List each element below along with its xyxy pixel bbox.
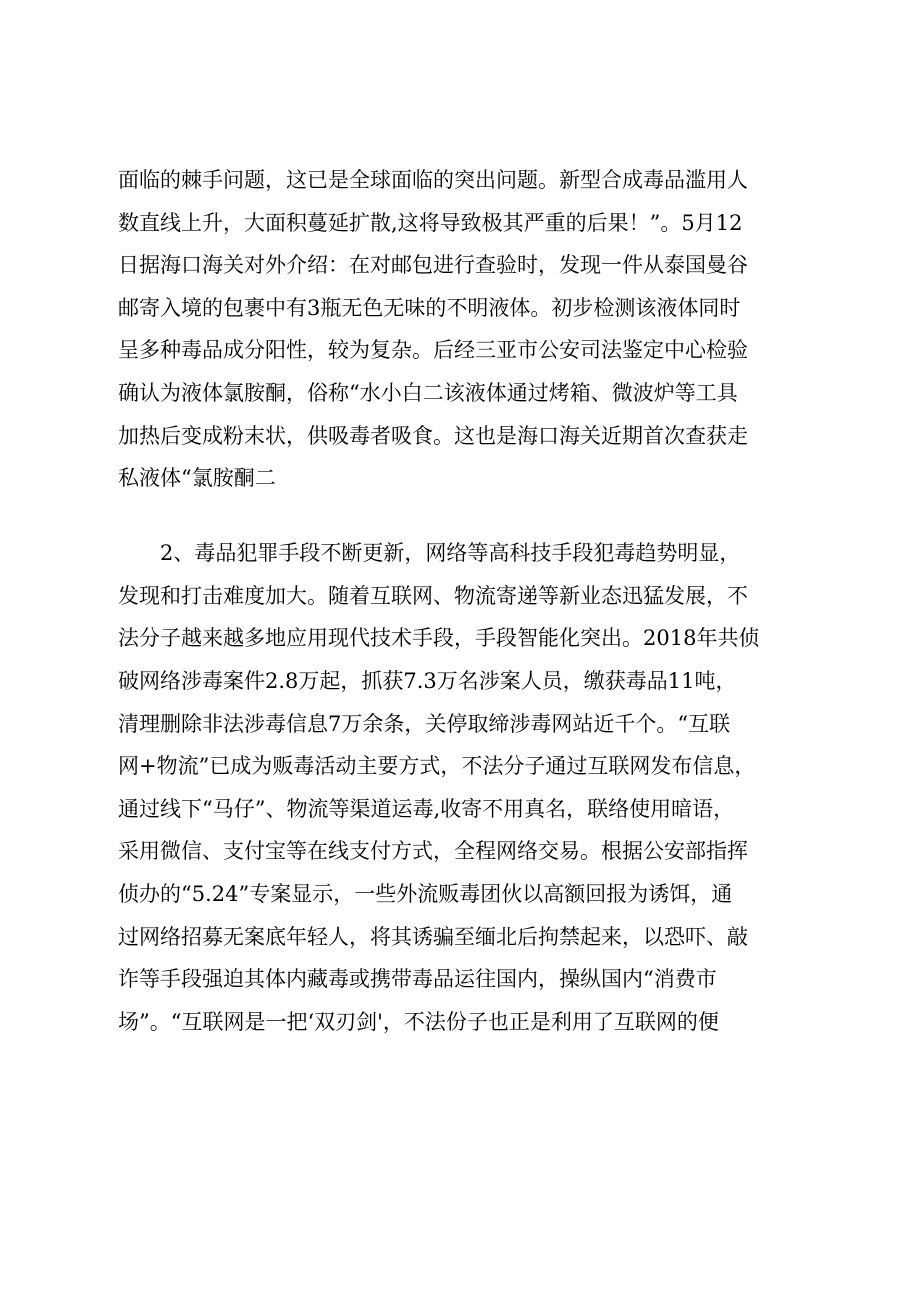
paragraph-2-line: 侦办的“5.24”专案显示，一些外流贩毒团伙以高额回报为诱饵，通 <box>118 882 733 906</box>
paragraph-2-line: 网+物流”已成为贩毒活动主要方式，不法分子通过互联网发布信息， <box>118 754 756 778</box>
paragraph-1-line: 日据海口海关对外介绍：在对邮包进行查验时，发现一件从泰国曼谷 <box>118 253 748 277</box>
paragraph-1-line: 邮寄入境的包裹中有3瓶无色无味的不明液体。初步检测该液体同时 <box>118 296 741 320</box>
paragraph-2-line: 过网络招募无案底年轻人，将其诱骗至缅北后拘禁起来，以恐吓、敲 <box>118 925 748 949</box>
paragraph-1-line: 数直线上升，大面积蔓延扩散,这将导致极其严重的后果！”。5月12 <box>118 211 743 235</box>
paragraph-2-line: 法分子越来越多地应用现代技术手段，手段智能化突出。2018年共侦 <box>118 626 760 650</box>
paragraph-1-line: 确认为液体氯胺酮，俗称“水小白二该液体通过烤箱、微波炉等工具 <box>118 381 738 405</box>
paragraph-2-line: 清理删除非法涉毒信息7万余条，关停取缔涉毒网站近千个。“互联 <box>118 712 731 736</box>
paragraph-1-line: 面临的棘手问题，这已是全球面临的突出问题。新型合成毒品滥用人 <box>118 168 748 192</box>
paragraph-2-line: 2、毒品犯罪手段不断更新，网络等高科技手段犯毒趋势明显， <box>160 541 741 565</box>
paragraph-1-line: 呈多种毒品成分阳性，较为复杂。后经三亚市公安司法鉴定中心检验 <box>118 338 748 362</box>
paragraph-1-line: 私液体“氯胺酮二 <box>118 466 276 490</box>
paragraph-2-line: 采用微信、支付宝等在线支付方式，全程网络交易。根据公安部指挥 <box>118 839 748 863</box>
paragraph-2-line: 场”。“互联网是一把‘双刃剑'，不法份子也正是利用了互联网的便 <box>118 1010 719 1034</box>
paragraph-1-line: 加热后变成粉末状，供吸毒者吸食。这也是海口海关近期首次查获走 <box>118 424 748 448</box>
paragraph-2-line: 发现和打击难度加大。随着互联网、物流寄递等新业态迅猛发展，不 <box>118 584 748 608</box>
paragraph-2-line: 通过线下“马仔”、物流等渠道运毒,收寄不用真名，联络使用暗语， <box>118 797 735 821</box>
paragraph-2-line: 破网络涉毒案件2.8万起，抓获7.3万名涉案人员，缴获毒品11吨， <box>118 669 737 693</box>
paragraph-2-line: 诈等手段强迫其体内藏毒或携带毒品运往国内，操纵国内“消费市 <box>118 967 717 991</box>
